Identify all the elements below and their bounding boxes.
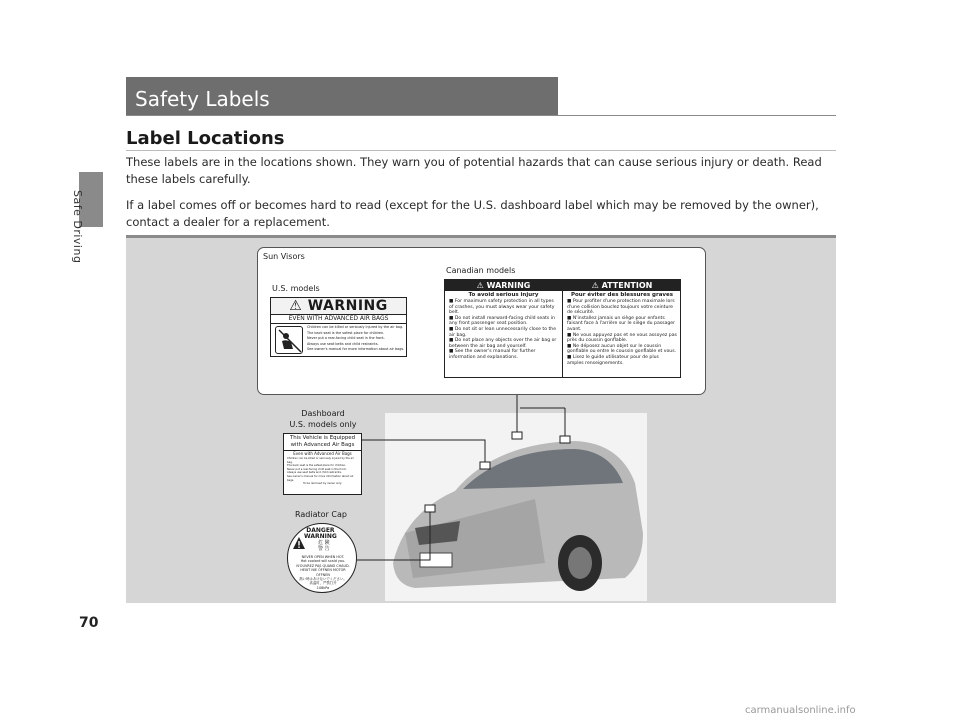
section-title: Safety Labels [126,77,558,115]
french-column: ⚠ ATTENTION Pour éviter des blessures graves ■ Pour profiter d'une protection maximale lors d'une collision bouclez toujours votre ceinture de sécurité. ■ N'installez jamais un siège pour enfants faisant face à l'arrière sur le siège du passager avant. ■ Ne vous appuyez pas et ne vous assoyez pas près du coussin gonflable. ■ Ne déposez aucun objet sur le coussin gonflable ou entre le coussin gonflable et vous. ■ Lisez le guide utilisateur pour de plus amples renseignements. [563,280,681,377]
warning-lines: Children can be killed or seriously injured by the air bag. The back seat is the safest place for children. Never put a rear-facing child seat in the front. Always use seat belts and child restraints. See owner's manual for more information about air bags. [307,325,405,351]
intro-paragraph: These labels are in the locations shown. They warn you of potential hazards that can cause serious injury or death. Read these labels carefully. [126,155,822,186]
radiator-cap-sticker: DANGER WARNING 危 険 警 告 NEVER OPEN WHEN HOT. Hot coolant will scald you. N'OUVREZ PAS QUAND CHAUD. HEIßT NIE ÖFFNEN MOTOR OFFNEN 熱い時はあけないでください。 高温时，严禁打开 108kPa [287,523,357,593]
replacement-paragraph: If a label comes off or becomes hard to read (except for the U.S. dashboard label which may be removed by the owner), contact a dealer for a replacement. [126,198,819,229]
warning-triangle-icon: ⚠ [289,298,303,314]
us-models-label: U.S. models [272,284,320,293]
english-column: ⚠ WARNING To avoid serious injury ■ For maximum safety protection in all types of crashes, you must always wear your safety belt. ■ Do not install rearward-facing child seats in any front passenger seat position. ■ Do not sit or lean unnecessarily close to the air bag. ■ Do not place any objects over the air bag or between the air bag and yourself. ■ See the owner's manual for further information and explanations. [445,280,563,377]
canadian-models-label: Canadian models [446,266,516,275]
radiator-cap-label: Radiator Cap [295,510,347,519]
page-number: 70 [79,615,99,631]
page-heading: Label Locations [126,128,285,149]
warning-triangle-icon: ⚠ [591,281,602,290]
sun-visors-label: Sun Visors [263,252,305,261]
side-tab-label: Safe Driving [71,190,84,264]
dashboard-label: Dashboard U.S. models only [289,409,357,429]
warning-header: ⚠ WARNING [271,298,406,315]
warning-triangle-icon: ⚠ [476,281,487,290]
watermark: carmanualsonline.info [745,705,856,716]
warning-subtitle: EVEN WITH ADVANCED AIR BAGS [271,315,406,324]
dashboard-airbag-sticker: This Vehicle is Equipped with Advanced Air Bags Even with Advanced Air Bags Children can be killed or seriously injured by the air bag. The back seat is the safest place for children. Never put a rear-facing child seat in the front. Always use seat belts and child restraints. See owner's manual for more information about air bags. To be removed by owner only. [283,433,362,495]
